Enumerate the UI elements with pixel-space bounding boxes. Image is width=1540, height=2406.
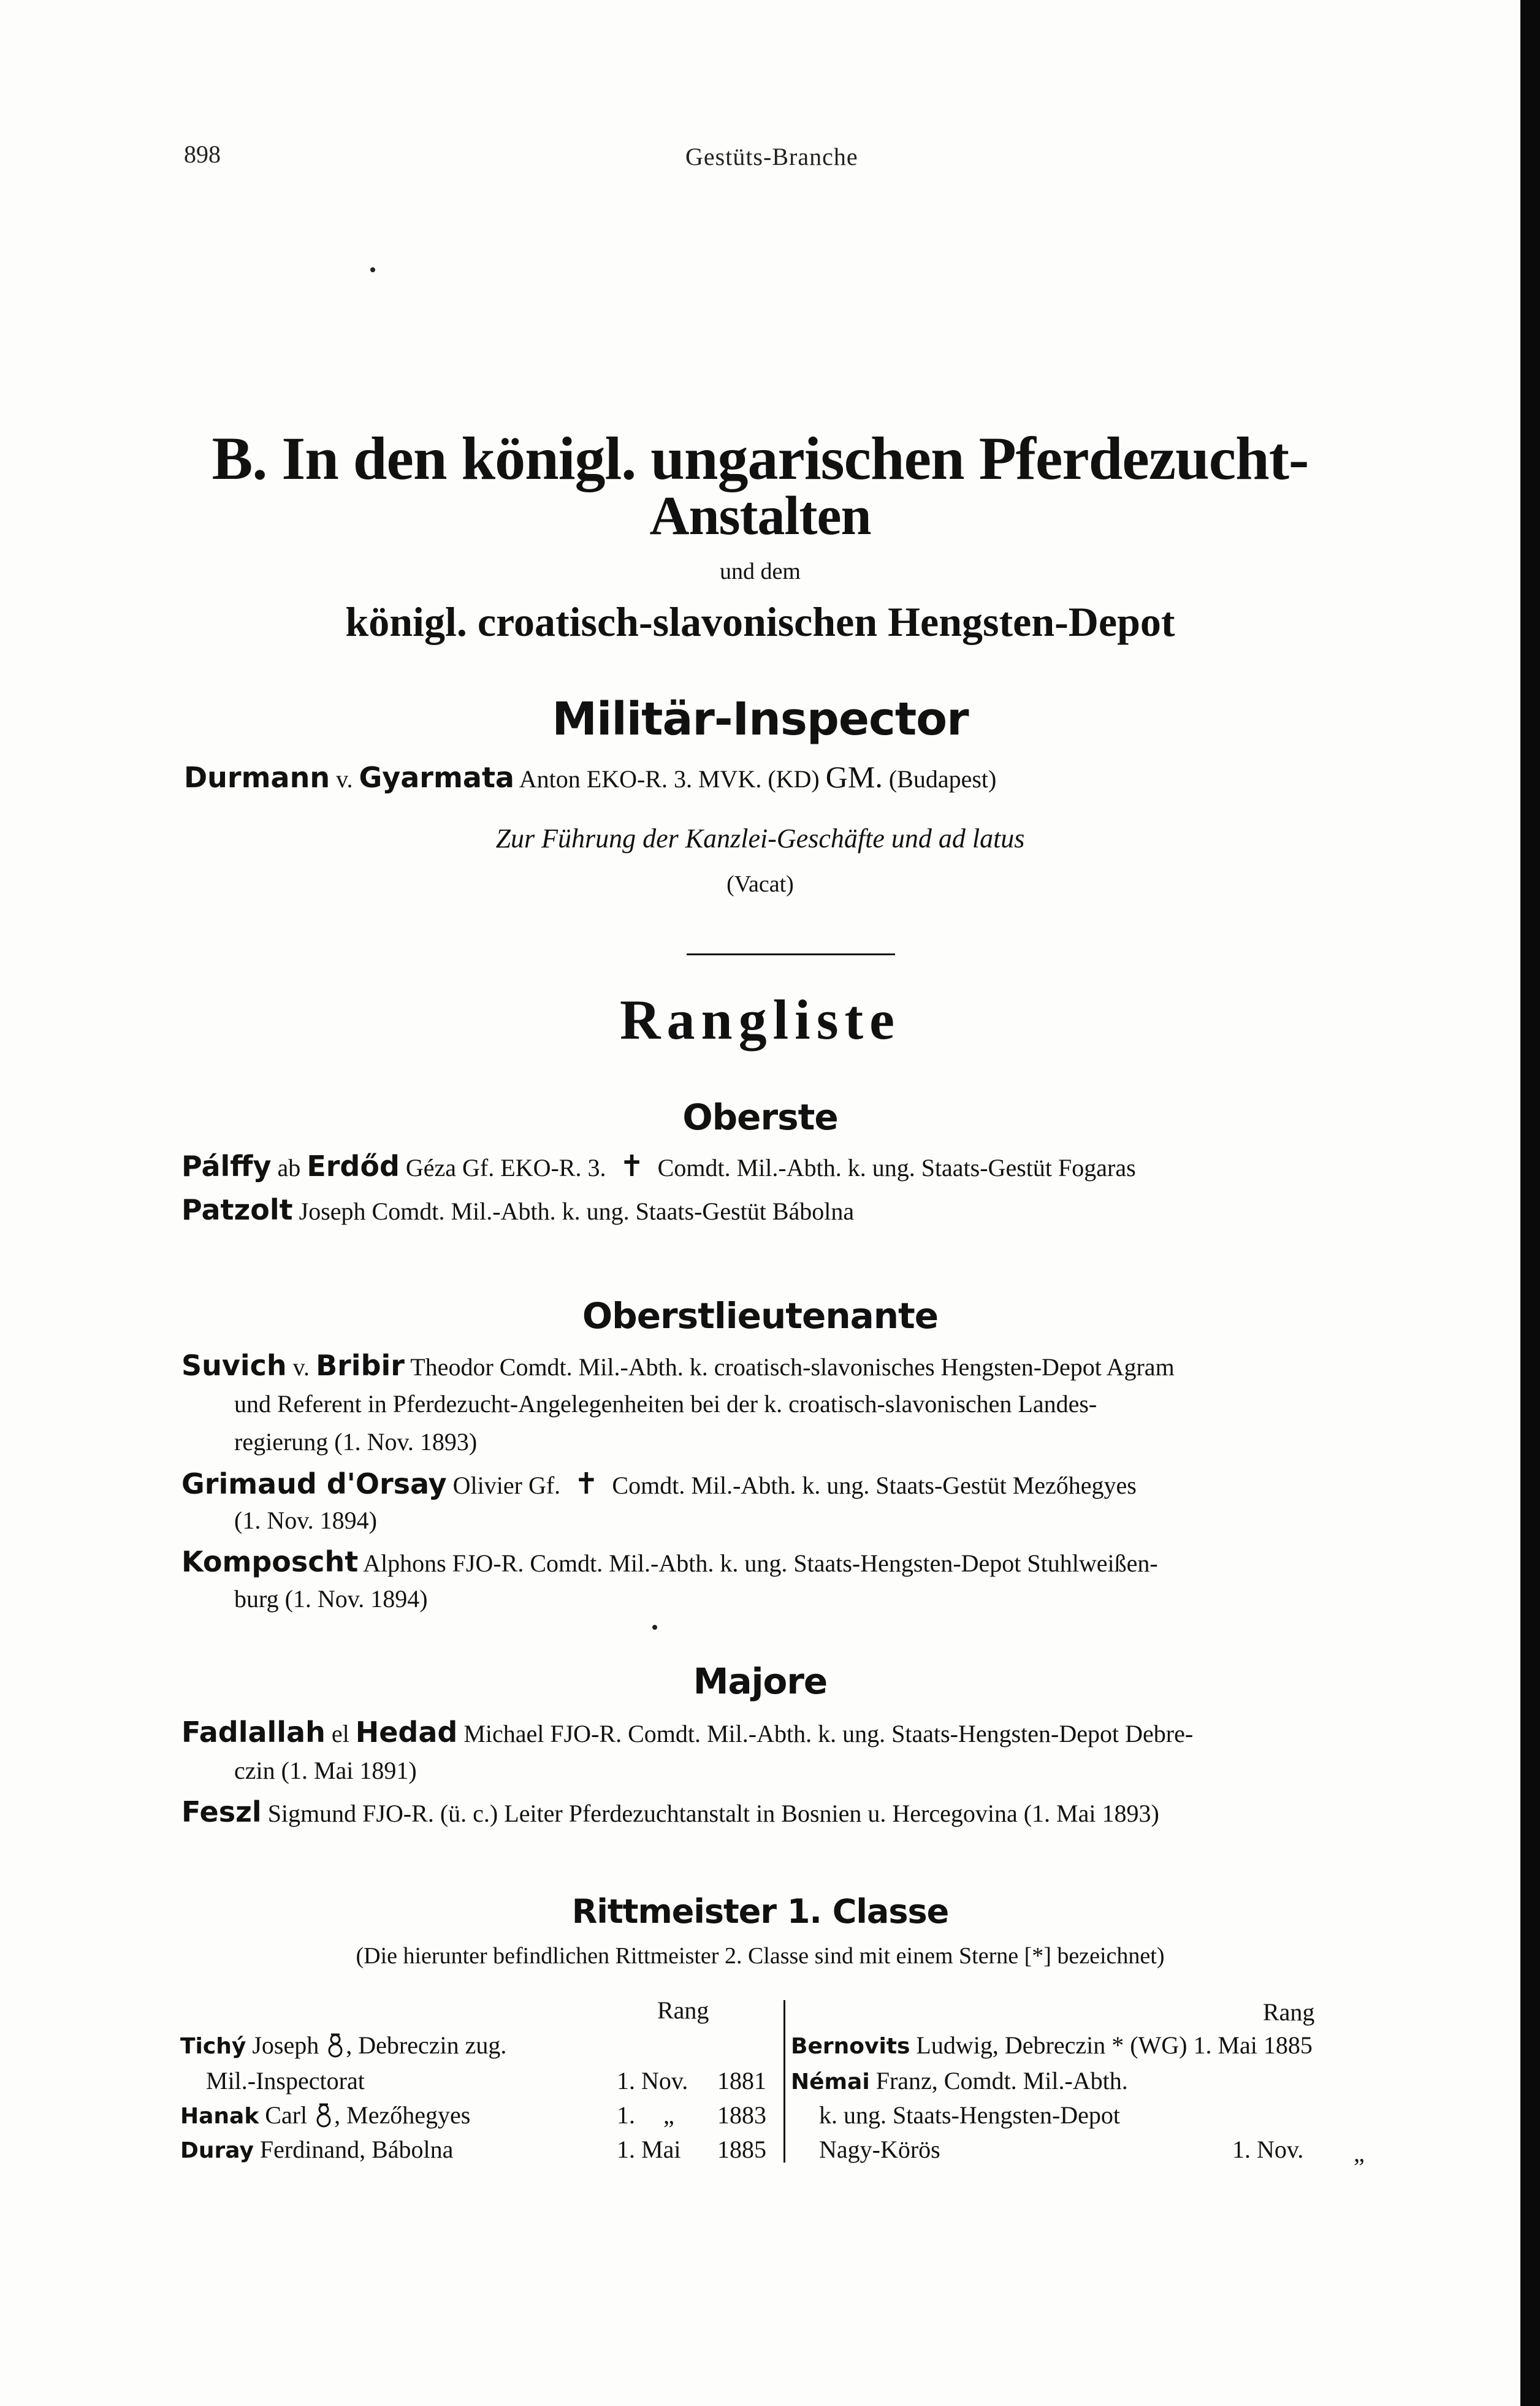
person-post: Comdt. Mil.-Abth. k. ung. Staats-Gestüt Mezőhegyes [612, 1472, 1137, 1499]
table-row-cont: Nagy-Körös [819, 2136, 940, 2163]
name-particle: ab [277, 1154, 301, 1182]
order-symbol-icon [313, 2102, 334, 2128]
person-name: Feszl [181, 1795, 262, 1828]
person-name-2: Bribir [316, 1349, 405, 1382]
person-location: , Debreczin zug. [346, 2031, 507, 2059]
running-title: Gestüts-Branche [685, 143, 858, 170]
rang-ditto: „ [1354, 2139, 1365, 2167]
person-location: , Mezőhegyes [334, 2101, 471, 2129]
table-row [180, 2135, 453, 2164]
person-details: Joseph [252, 2031, 319, 2059]
name-particle: v. [292, 1353, 310, 1381]
rang-year: 1881 [717, 2067, 766, 2095]
person-details: Sigmund FJO-R. (ü. c.) Leiter Pferdezuchtanstalt in Bosnien u. Hercegovina (1. Mai 1893) [267, 1800, 1159, 1827]
speck [652, 1625, 657, 1630]
name-particle: v. [336, 765, 353, 793]
table-row [791, 2066, 1128, 2095]
order-symbol-icon [325, 2033, 346, 2058]
section-title-line3: königl. croatisch-slavonischen Hengsten-Depot [345, 598, 1175, 645]
speck [370, 267, 375, 272]
kanzlei-status: (Vacat) [726, 871, 794, 897]
person-name: Durmann [184, 761, 330, 794]
person-details: Ludwig, Debreczin * (WG) 1. Mai 1885 [916, 2031, 1313, 2059]
cross-icon: ✝ [612, 1150, 652, 1183]
oberstlieutenante-entry-3-line2: burg (1. Nov. 1894) [234, 1585, 428, 1613]
person-details: Olivier Gf. [452, 1472, 561, 1499]
scan-edge [1520, 0, 1540, 2406]
rang-date: 1. Mai [617, 2136, 681, 2163]
rittmeister-note: (Die hierunter befindlichen Rittmeister 2. Classe sind mit einem Sterne [*] bezeichnet) [356, 1943, 1165, 1969]
person-name: Tichý [180, 2034, 246, 2059]
rang-label-left: Rang [657, 1996, 709, 2024]
person-details: Ferdinand, Bábolna [259, 2136, 454, 2163]
majore-heading: Majore [693, 1660, 828, 1702]
name-particle: el [331, 1720, 349, 1747]
majore-entry-1 [181, 1716, 1193, 1749]
oberstlieutenante-entry-1-line2: und Referent in Pferdezucht-Angelegenheiten bei der k. croatisch-slavonischen Landes- [234, 1390, 1097, 1418]
person-name: Bernovits [791, 2034, 910, 2059]
table-row [791, 2031, 1313, 2060]
person-post: Comdt. Mil.-Abth. k. ung. Staats-Gestüt Fogaras [657, 1154, 1136, 1182]
majore-entry-1-line2: czin (1. Mai 1891) [234, 1757, 417, 1784]
rang-year: 1885 [717, 2136, 766, 2163]
column-divider [783, 2000, 785, 2163]
person-rank: GM. [825, 760, 883, 794]
section-title-line2: Anstalten [649, 486, 871, 546]
rittmeister-heading: Rittmeister 1. Classe [571, 1892, 949, 1931]
rang-date: 1. Nov. [1232, 2136, 1304, 2163]
person-details: Carl [265, 2101, 308, 2129]
table-row-cont: k. ung. Staats-Hengsten-Depot [819, 2101, 1121, 2129]
person-location: (Budapest) [888, 765, 997, 793]
person-details: Michael FJO-R. Comdt. Mil.-Abth. k. ung. Staats-Hengsten-Depot Debre- [463, 1720, 1194, 1747]
inspector-entry [184, 759, 996, 795]
person-name: Patzolt [181, 1193, 293, 1226]
rang-ditto: „ [663, 2101, 674, 2129]
rang-label-right: Rang [1263, 1998, 1315, 2026]
page-number: 898 [184, 140, 221, 168]
person-name: Grimaud d'Orsay [181, 1467, 447, 1500]
person-name: Komposcht [181, 1545, 359, 1578]
person-name-2: Hedad [355, 1716, 458, 1749]
table-row-cont: Mil.-Inspectorat [206, 2067, 365, 2095]
person-details: Joseph Comdt. Mil.-Abth. k. ung. Staats-Gestüt Bábolna [299, 1197, 855, 1225]
table-row [180, 2101, 470, 2129]
table-row [180, 2031, 506, 2060]
section-title-connector: und dem [720, 559, 801, 584]
person-details: Géza Gf. EKO-R. 3. [405, 1154, 606, 1182]
person-name: Pálffy [181, 1150, 272, 1183]
oberstlieutenante-entry-2-line2: (1. Nov. 1894) [234, 1507, 377, 1534]
person-details: Theodor Comdt. Mil.-Abth. k. croatisch-slavonisches Hengsten-Depot Agram [410, 1353, 1175, 1381]
oberstlieutenante-entry-1 [181, 1349, 1175, 1382]
divider [687, 953, 895, 955]
rang-date: 1. [617, 2101, 635, 2129]
person-name: Duray [180, 2138, 254, 2163]
person-name: Fadlallah [181, 1716, 326, 1749]
person-details: Alphons FJO-R. Comdt. Mil.-Abth. k. ung. Staats-Hengsten-Depot Stuhlweißen- [363, 1549, 1158, 1577]
majore-entry-2 [181, 1795, 1159, 1828]
oberste-heading: Oberste [682, 1096, 838, 1138]
oberstlieutenante-entry-2 [181, 1467, 1137, 1501]
person-name: Suvich [181, 1349, 287, 1382]
rang-year: 1883 [717, 2101, 766, 2129]
person-place: Gyarmata [359, 761, 514, 794]
person-details: Franz, Comdt. Mil.-Abth. [875, 2067, 1128, 2095]
person-name: Hanak [180, 2104, 259, 2129]
oberste-entry-2 [181, 1193, 854, 1226]
oberstlieutenante-entry-3 [181, 1545, 1158, 1578]
person-details: Anton EKO-R. 3. MVK. (KD) [519, 765, 820, 793]
inspector-heading: Militär-Inspector [552, 693, 969, 746]
person-name: Némai [791, 2069, 870, 2095]
cross-icon: ✝ [566, 1468, 606, 1500]
oberstlieutenante-entry-1-line3: regierung (1. Nov. 1893) [234, 1428, 478, 1456]
rangliste-heading: Rangliste [620, 988, 901, 1051]
person-name-2: Erdőd [307, 1150, 400, 1183]
oberste-entry-1 [181, 1149, 1136, 1183]
kanzlei-line: Zur Führung der Kanzlei-Geschäfte und ad latus [495, 823, 1025, 854]
rang-date: 1. Nov. [617, 2067, 688, 2095]
section-title-line1: B. In den königl. ungarischen Pferdezucht- [212, 424, 1309, 492]
oberstlieutenante-heading: Oberstlieutenante [582, 1295, 939, 1337]
